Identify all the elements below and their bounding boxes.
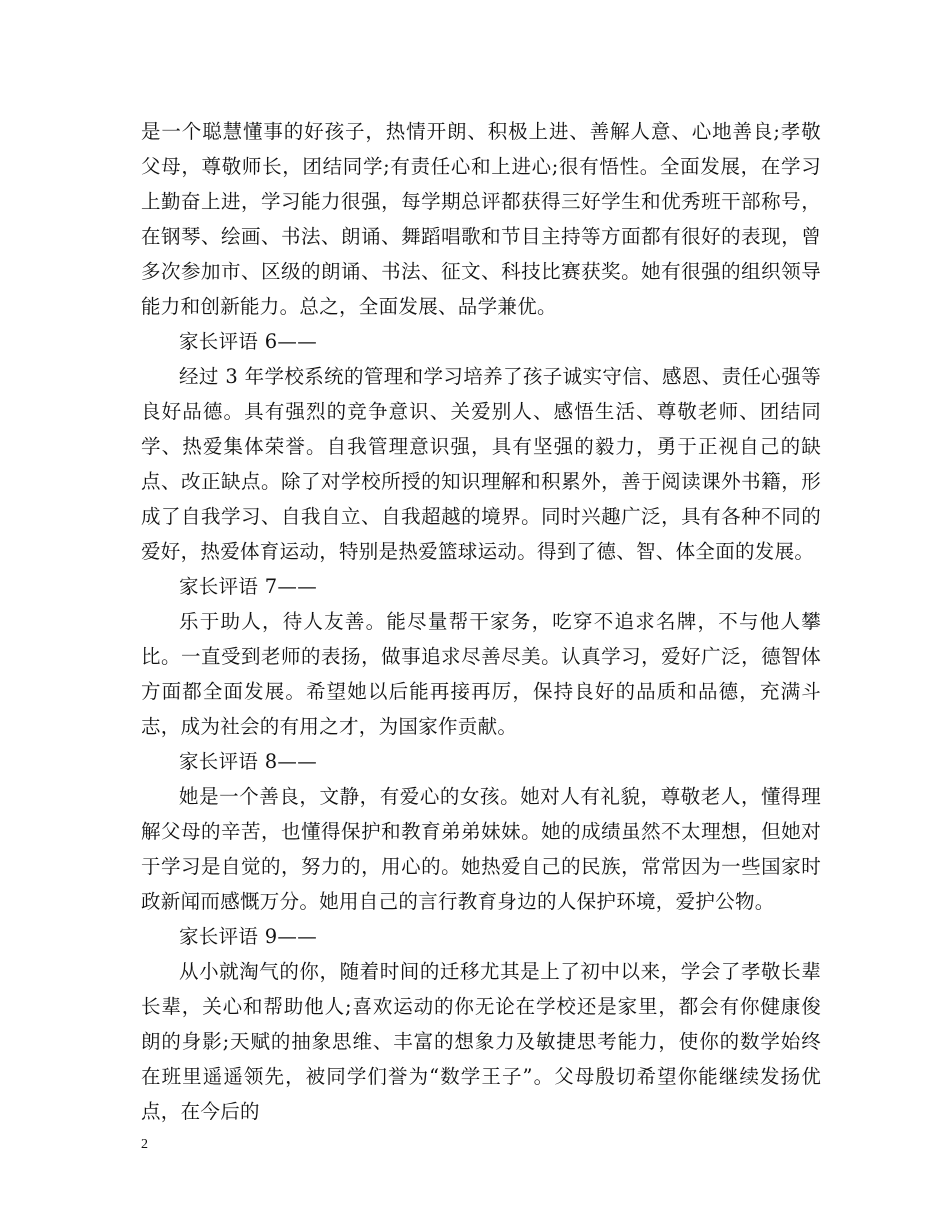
paragraph-intro: 是一个聪慧懂事的好孩子，热情开朗、积极上进、善解人意、心地善良;孝敬父母，尊敬师长，团结同学;有责任心和上进心;很有悟性。全面发展，在学习上勤奋上进，学习能力很强，每学期总评都获得三好学生和优秀班干部称号，在钢琴、绘画、书法、朗诵、舞蹈唱歌和节目主持等方面都有很好的表现，曾多次参加市、区级的朗诵、书法、征文、科技比赛获奖。她有很强的组织领导能力和创新能力。总之，全面发展、品学兼优。 <box>141 120 821 318</box>
heading-parent-comment-9: 家长评语 9—— <box>179 925 318 948</box>
paragraph-parent-comment-8: 她是一个善良，文静，有爱心的女孩。她对人有礼貌，尊敬老人，懂得理解父母的辛苦，也懂得保护和教育弟弟妹妹。她的成绩虽然不太理想，但她对于学习是自觉的，努力的，用心的。她热爱自己的民族，常常因为一些国家时政新闻而感慨万分。她用自己的言行教育身边的人保护环境，爱护公物。 <box>141 785 821 913</box>
heading-parent-comment-8: 家长评语 8—— <box>179 750 318 773</box>
paragraph-parent-comment-9: 从小就淘气的你，随着时间的迁移尤其是上了初中以来，学会了孝敬长辈长辈，关心和帮助他人;喜欢运动的你无论在学校还是家里，都会有你健康俊朗的身影;天赋的抽象思维、丰富的想象力及敏捷思考能力，使你的数学始终在班里遥遥领先，被同学们誉为“数学王子”。父母殷切希望你能继续发扬优点，在今后的 <box>141 960 821 1123</box>
heading-parent-comment-6: 家长评语 6—— <box>179 330 318 353</box>
document-body <box>141 114 821 1129</box>
paragraph-parent-comment-7: 乐于助人，待人友善。能尽量帮干家务，吃穿不追求名牌，不与他人攀比。一直受到老师的表扬，做事追求尽善尽美。认真学习，爱好广泛，德智体方面都全面发展。希望她以后能再接再厉，保持良好的品质和品德，充满斗志，成为社会的有用之才，为国家作贡献。 <box>141 610 821 738</box>
paragraph-parent-comment-6: 经过 3 年学校系统的管理和学习培养了孩子诚实守信、感恩、责任心强等良好品德。具有强烈的竞争意识、关爱别人、感悟生活、尊敬老师、团结同学、热爱集体荣誉。自我管理意识强，具有坚强的毅力，勇于正视自己的缺点、改正缺点。除了对学校所授的知识理解和积累外，善于阅读课外书籍，形成了自我学习、自我自立、自我超越的境界。同时兴趣广泛，具有各种不同的爱好，热爱体育运动，特别是热爱篮球运动。得到了德、智、体全面的发展。 <box>141 365 821 563</box>
page-number: 2 <box>141 1137 148 1152</box>
heading-parent-comment-7: 家长评语 7—— <box>179 575 318 598</box>
